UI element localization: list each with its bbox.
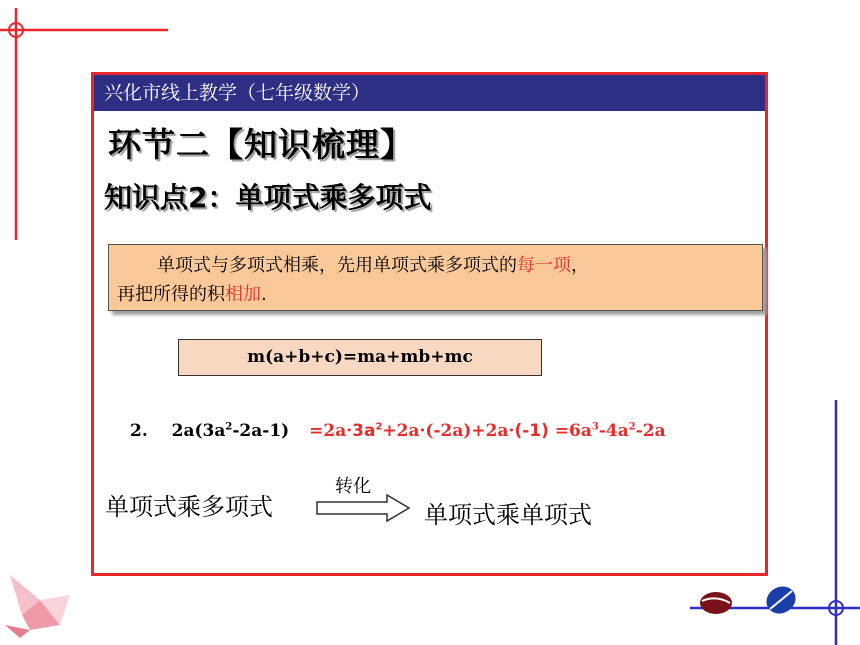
monomial-times-polynomial: 单项式乘多项式 — [105, 493, 273, 521]
transform-label: 转化 — [335, 476, 371, 497]
rule-highlight-each-term: 每一项 — [517, 255, 571, 276]
knowledge-point-title: 知识点2：单项式乘多项式 — [104, 181, 432, 214]
rule-text-2: 再把所得的积 — [117, 284, 225, 305]
distributive-formula: m(a+b+c)=ma+mb+mc — [178, 339, 542, 376]
rule-highlight-add: 相加 — [225, 284, 261, 305]
rule-box — [108, 244, 763, 311]
transform-arrow-icon — [315, 494, 415, 524]
rule-line-2 — [117, 280, 752, 309]
rule-comma: ， — [571, 255, 589, 276]
header-bar: 兴化市线上教学（七年级数学） — [94, 75, 765, 111]
section-title: 环节二【知识梳理】 — [108, 125, 414, 164]
example-expression: $2a(3a^2-2a-1)$ — [171, 421, 290, 441]
monomial-times-monomial: 单项式乘单项式 — [424, 501, 592, 529]
example-2 — [130, 421, 666, 441]
rule-text-1: 单项式与多项式相乘，先用单项式乘多项式的 — [157, 255, 517, 276]
rule-line-1 — [117, 251, 752, 280]
rule-period: . — [261, 284, 267, 305]
content-frame — [91, 72, 768, 576]
example-solution: $=2a\cdot 3a^2+2a\cdot(-2a)+2a\cdot(-1) =6a^3-4a^2-2a$ — [309, 421, 666, 441]
blue-ball-icon — [762, 581, 801, 619]
crane-icon — [0, 570, 80, 640]
red-ball-icon — [700, 592, 732, 614]
example-number: 2. — [130, 421, 148, 441]
